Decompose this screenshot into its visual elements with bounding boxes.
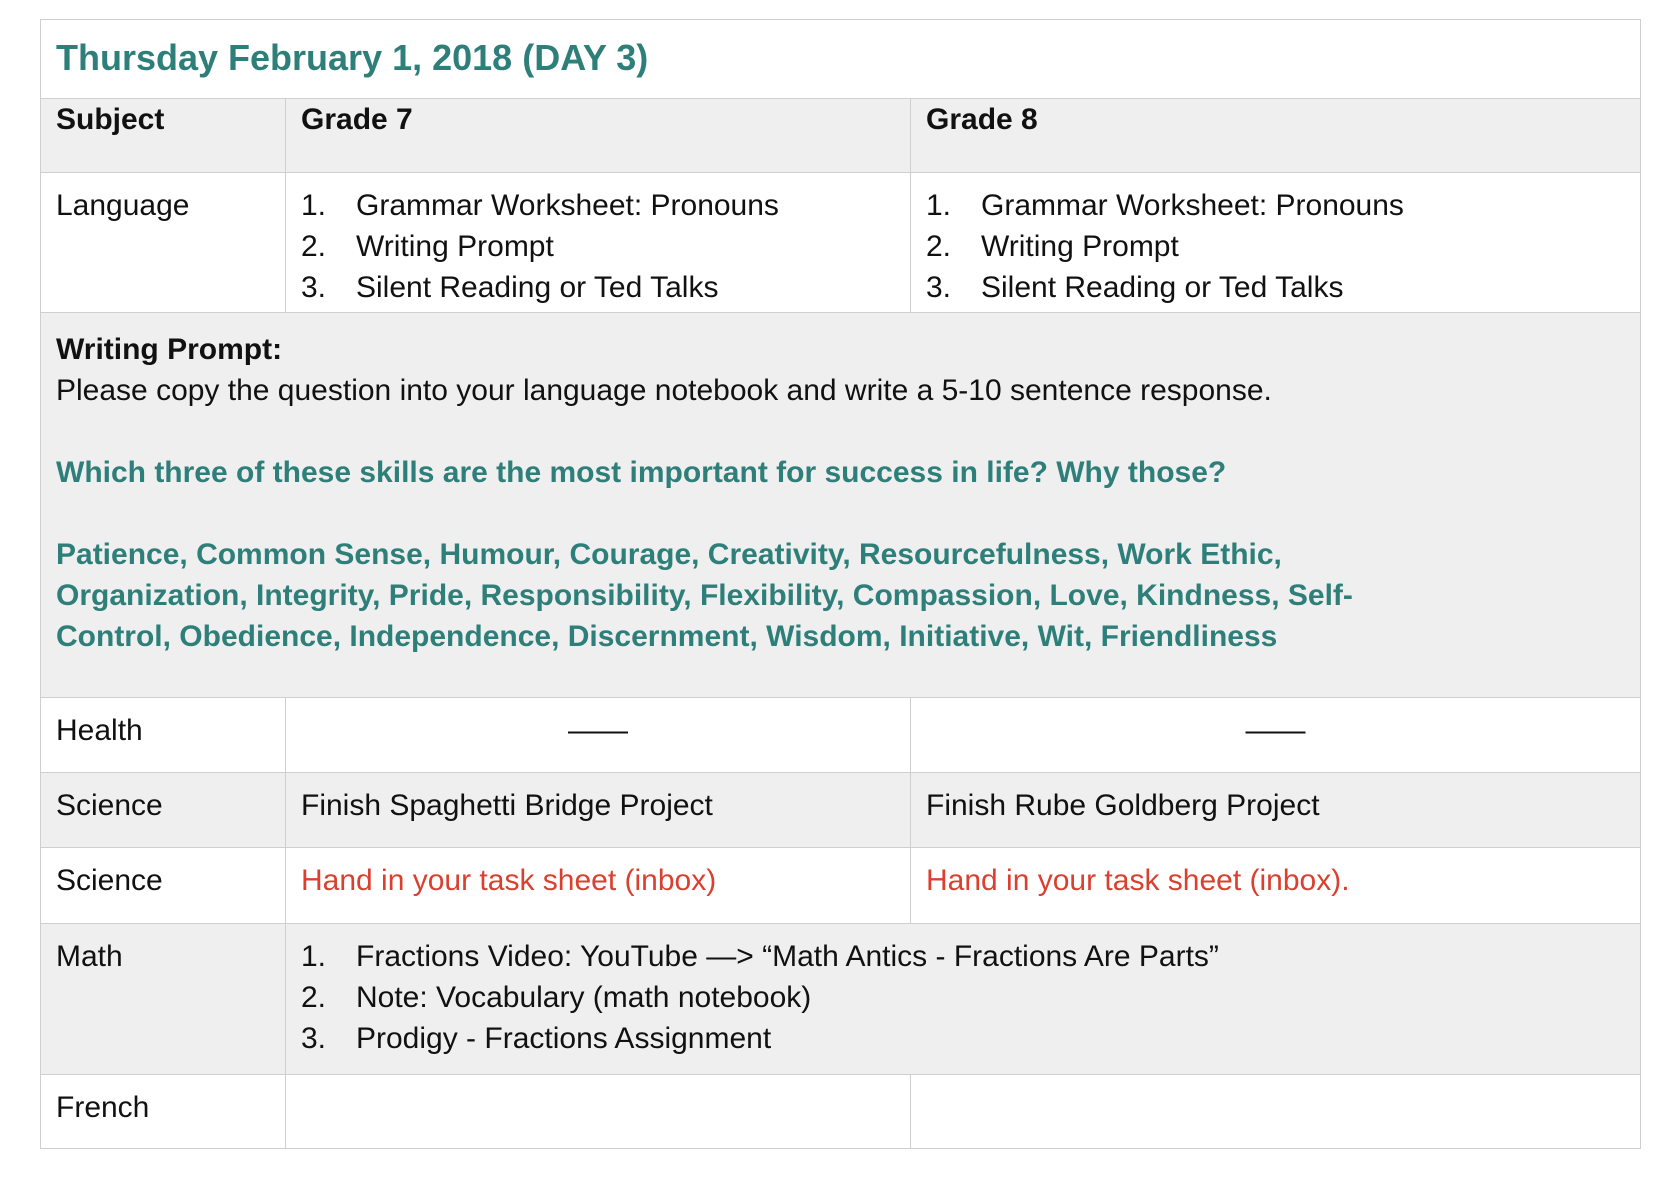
health-subject: Health (41, 698, 286, 773)
french-subject: French (41, 1075, 286, 1149)
list-number: 3. (301, 1022, 327, 1055)
science-row-2 (41, 848, 1641, 924)
list-number: 2. (926, 230, 952, 263)
list-number: 3. (926, 271, 952, 304)
header-grade7: Grade 7 (286, 99, 911, 173)
page-title: Thursday February 1, 2018 (DAY 3) (56, 37, 649, 78)
writing-prompt-heading: Writing Prompt: (56, 333, 283, 366)
list-item (301, 936, 1625, 977)
language-subject: Language (41, 173, 286, 313)
writing-prompt-question: Which three of these skills are the most important for success in life? Why those? (56, 456, 1227, 489)
title-row (41, 20, 1641, 99)
writing-prompt-row (41, 313, 1641, 698)
list-text: Grammar Worksheet: Pronouns (981, 189, 1404, 222)
list-number: 2. (301, 981, 327, 1014)
list-item (926, 267, 1625, 308)
skills-line-1: Patience, Common Sense, Humour, Courage, Creativity, Resourcefulness, Work Ethic, (56, 538, 1282, 571)
list-number: 2. (301, 230, 327, 263)
list-number: 1. (301, 189, 327, 222)
science-row-1 (41, 773, 1641, 848)
math-row (41, 924, 1641, 1075)
list-item (301, 185, 895, 226)
list-text: Fractions Video: YouTube —> “Math Antics - Fractions Are Parts” (356, 940, 1219, 973)
science1-subject: Science (41, 773, 286, 848)
list-item (301, 1018, 1625, 1059)
list-number: 3. (301, 271, 327, 304)
language-grade7-list (301, 185, 895, 308)
language-grade8 (911, 173, 1641, 313)
math-tasks (286, 924, 1641, 1075)
list-text: Silent Reading or Ted Talks (981, 271, 1344, 304)
schedule-table (40, 19, 1641, 1149)
list-item (301, 267, 895, 308)
science1-grade7: Finish Spaghetti Bridge Project (286, 773, 911, 848)
title-cell (41, 20, 1641, 99)
language-grade8-list (926, 185, 1625, 308)
writing-prompt-cell (41, 313, 1641, 698)
skills-line-3: Control, Obedience, Independence, Discernment, Wisdom, Initiative, Wit, Friendliness (56, 620, 1278, 653)
health-row (41, 698, 1641, 773)
list-item (301, 226, 895, 267)
french-grade7 (286, 1075, 911, 1149)
list-text: Grammar Worksheet: Pronouns (356, 189, 779, 222)
french-grade8 (911, 1075, 1641, 1149)
list-text: Writing Prompt (981, 230, 1179, 263)
list-text: Writing Prompt (356, 230, 554, 263)
french-row (41, 1075, 1641, 1149)
health-grade8: —— (911, 698, 1641, 773)
list-text: Prodigy - Fractions Assignment (356, 1022, 772, 1055)
language-row (41, 173, 1641, 313)
list-text: Note: Vocabulary (math notebook) (356, 981, 812, 1014)
skills-line-2: Organization, Integrity, Pride, Responsibility, Flexibility, Compassion, Love, Kindness, Self- (56, 579, 1353, 612)
header-subject: Subject (41, 99, 286, 173)
math-subject: Math (41, 924, 286, 1075)
header-row (41, 99, 1641, 173)
list-text: Silent Reading or Ted Talks (356, 271, 719, 304)
math-list (301, 936, 1625, 1059)
science2-grade8: Hand in your task sheet (inbox). (911, 848, 1641, 924)
health-grade7: —— (286, 698, 911, 773)
list-item (926, 185, 1625, 226)
list-number: 1. (301, 940, 327, 973)
science2-subject: Science (41, 848, 286, 924)
science2-grade7: Hand in your task sheet (inbox) (286, 848, 911, 924)
list-number: 1. (926, 189, 952, 222)
writing-prompt-instructions: Please copy the question into your language notebook and write a 5-10 sentence response. (56, 374, 1272, 407)
language-grade7 (286, 173, 911, 313)
list-item (926, 226, 1625, 267)
header-grade8: Grade 8 (911, 99, 1641, 173)
list-item (301, 977, 1625, 1018)
science1-grade8: Finish Rube Goldberg Project (911, 773, 1641, 848)
